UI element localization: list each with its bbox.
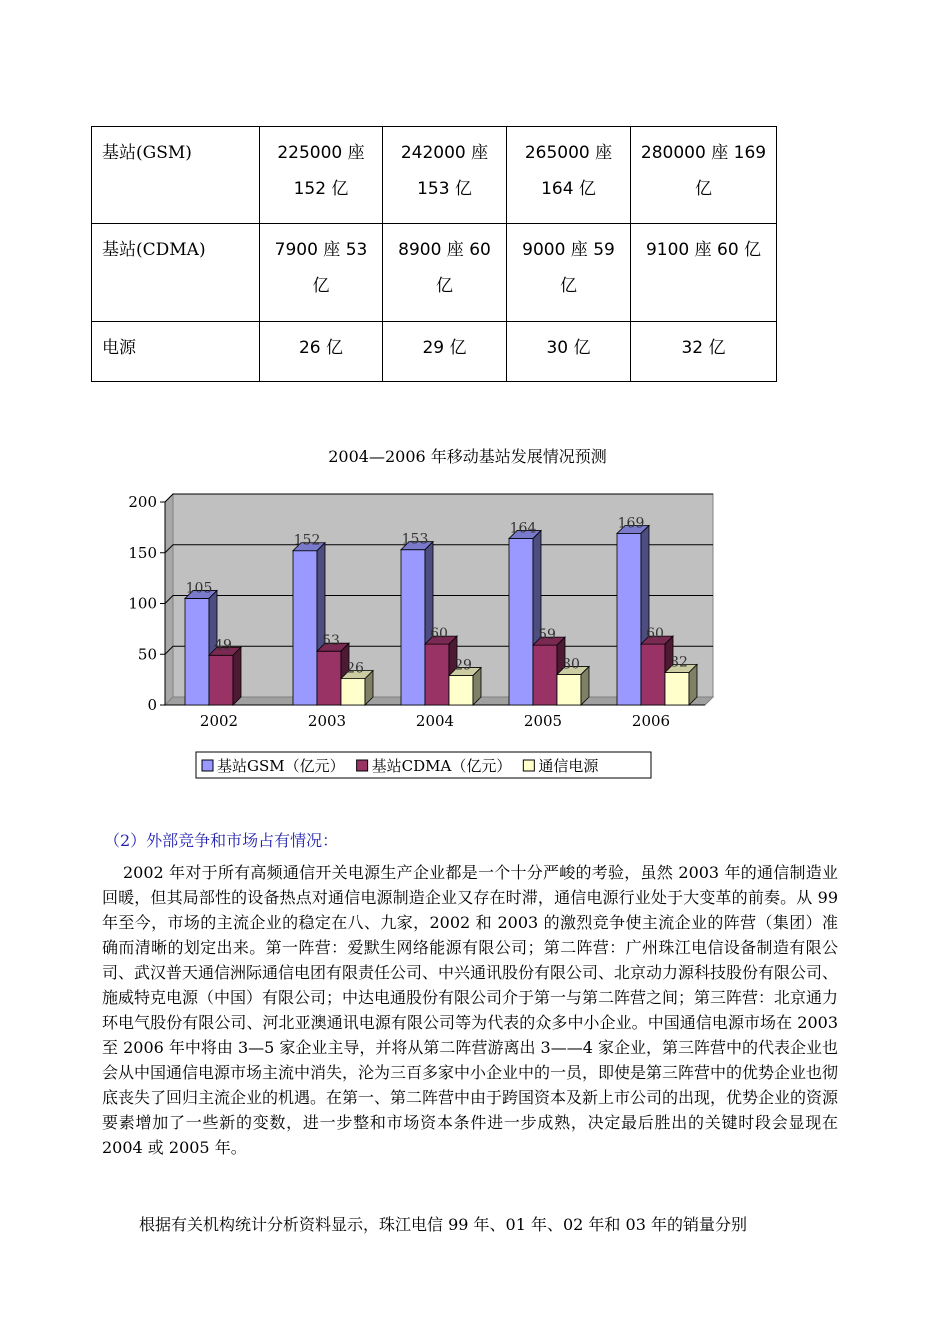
bar bbox=[185, 598, 209, 705]
bar bbox=[209, 655, 233, 705]
data-label: 164 bbox=[509, 520, 537, 537]
table-cell: 30 亿 bbox=[507, 322, 631, 382]
bar bbox=[641, 644, 665, 705]
bar bbox=[449, 676, 473, 705]
table-cell: 26 亿 bbox=[260, 322, 383, 382]
table-cell: 242000 座 153 亿 bbox=[383, 127, 507, 224]
table-row bbox=[92, 224, 777, 322]
y-tick-label: 200 bbox=[128, 493, 157, 511]
bar bbox=[533, 645, 557, 705]
x-tick-label: 2004 bbox=[415, 712, 455, 730]
x-tick-label: 2006 bbox=[631, 712, 671, 730]
legend-swatch bbox=[202, 760, 213, 771]
bar bbox=[317, 651, 341, 705]
data-label: 153 bbox=[401, 531, 429, 548]
data-label: 29 bbox=[454, 657, 472, 674]
y-tick-label: 50 bbox=[137, 645, 157, 664]
bar bbox=[401, 550, 425, 705]
row-label: 电源 bbox=[92, 322, 260, 382]
table-cell: 280000 座 169 亿 bbox=[631, 127, 777, 224]
data-label: 59 bbox=[538, 627, 556, 644]
data-label: 60 bbox=[646, 626, 664, 643]
table-cell: 32 亿 bbox=[631, 322, 777, 382]
data-label: 169 bbox=[617, 515, 645, 532]
table-row bbox=[92, 127, 777, 224]
bar bbox=[341, 679, 365, 705]
x-tick-label: 2002 bbox=[199, 712, 239, 730]
legend-label: 通信电源 bbox=[538, 757, 599, 775]
row-label: 基站(GSM) bbox=[92, 127, 260, 224]
chart-title: 2004—2006 年移动基站发展情况预测 bbox=[328, 447, 607, 466]
data-label: 152 bbox=[293, 532, 321, 549]
data-label: 26 bbox=[346, 660, 364, 677]
y-tick-label: 0 bbox=[147, 696, 157, 714]
table-row bbox=[92, 322, 777, 382]
section-heading: （2）外部竞争和市场占有情况： bbox=[104, 831, 339, 850]
legend-swatch bbox=[523, 760, 534, 771]
market-data-table bbox=[91, 126, 777, 382]
data-label: 105 bbox=[185, 580, 213, 597]
data-label: 49 bbox=[214, 637, 232, 654]
row-label: 基站(CDMA) bbox=[92, 224, 260, 322]
table-cell: 9000 座 59 亿 bbox=[507, 224, 631, 322]
bar bbox=[425, 644, 449, 705]
table-cell: 29 亿 bbox=[383, 322, 507, 382]
x-tick-label: 2005 bbox=[523, 712, 563, 730]
x-tick-label: 2003 bbox=[307, 712, 347, 730]
data-label: 60 bbox=[430, 626, 448, 643]
table-cell: 9100 座 60 亿 bbox=[631, 224, 777, 322]
bar bbox=[557, 675, 581, 705]
bar bbox=[617, 533, 641, 705]
table-cell: 7900 座 53 亿 bbox=[260, 224, 383, 322]
bar-side bbox=[233, 647, 241, 705]
legend-label: 基站GSM（亿元） bbox=[217, 757, 345, 775]
legend-swatch bbox=[357, 760, 368, 771]
bar-chart bbox=[0, 480, 950, 790]
bar bbox=[293, 551, 317, 705]
table-cell: 225000 座 152 亿 bbox=[260, 127, 383, 224]
body-paragraph: 2002 年对于所有高频通信开关电源生产企业都是一个十分严峻的考验，虽然 2003 年的通信制造业回暖，但其局部性的设备热点对通信电源制造企业又存在时滞，通信电源行业处于大变革的前奏。从 99 年至今，市场的主流企业的稳定在八、九家，2002 和 2003 的激烈竞争使主流企业的阵营（集团）准确而清晰的划定出来。第一阵营：爱默生网络能源有限公司；第二阵营：广州珠江电信设备制造有限公司、武汉普天通信洲际通信电团有限责任公司、中兴通讯股份有限公司、北京动力源科技股份有限公司、施威特克电源（中国）有限公司；中达电通股份有限公司介于第一与第二阵营之间；第三阵营：北京通力环电气股份有限公司、河北亚澳通讯电源有限公司等为代表的众多中小企业。中国通信电源市场在 2003 至 2006 年中将由 3—5 家企业主导，并将从第二阵营游离出 3——4 家企业，第三阵营中的代表企业也会从中国通信电源市场主流中消失，沦为三百多家中小企业中的一员，即使是第三阵营中的优势企业也彻底丧失了回归主流企业的机遇。在第一、第二阵营中由于跨国资本及新上市公司的出现，优势企业的资源要素增加了一些新的变数，进一步整和市场资本条件进一步成熟，决定最后胜出的关键时段会显现在 2004 或 2005 年。 bbox=[102, 863, 839, 1157]
y-tick-label: 100 bbox=[128, 594, 157, 613]
bar bbox=[665, 673, 689, 705]
table-cell: 265000 座 164 亿 bbox=[507, 127, 631, 224]
table-cell: 8900 座 60 亿 bbox=[383, 224, 507, 322]
data-label: 53 bbox=[322, 633, 340, 650]
bar bbox=[509, 539, 533, 705]
y-tick-label: 150 bbox=[128, 543, 157, 562]
data-label: 32 bbox=[670, 654, 688, 671]
data-label: 30 bbox=[562, 656, 580, 673]
body-paragraph: 根据有关机构统计分析资料显示，珠江电信 99 年、01 年、02 年和 03 年的销量分别 bbox=[139, 1215, 747, 1234]
legend-label: 基站CDMA（亿元） bbox=[371, 757, 512, 775]
